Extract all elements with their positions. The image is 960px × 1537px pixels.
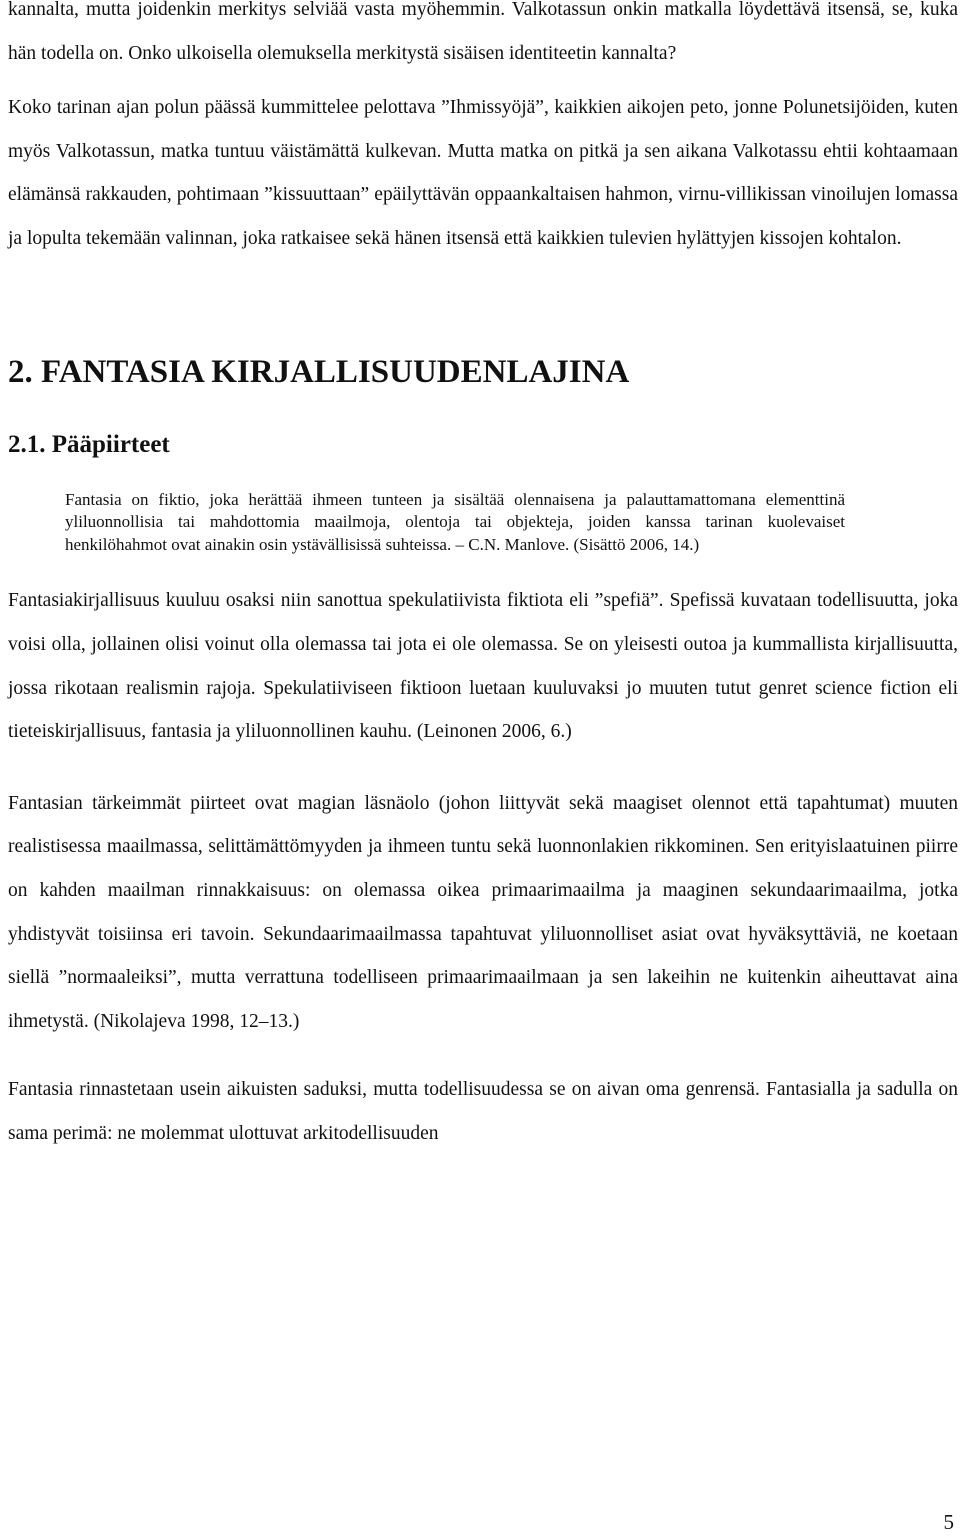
section-heading: 2.1. Pääpiirteet [8,430,170,458]
block-quote: Fantasia on fiktio, joka herättää ihmeen tunteen ja sisältää olennaisena ja palauttamattomana elementtinä yliluonnollisia tai mahdottomia maailmoja, olentoja tai objekteja, joiden kanssa tarinan kuolevaiset henkilöhahmot ovat ainakin osin ystävällisissä suhteissa. – C.N. Manlove. (Sisättö 2006, 14.) [65,489,845,554]
paragraph-fairytale: Fantasia rinnastetaan usein aikuisten saduksi, mutta todellisuudessa se on aivan oma genrensä. Fantasialla ja sadulla on sama perimä: ne molemmat ulottuvat arkitodellisuuden [8,1079,958,1144]
page-number: 5 [943,1510,954,1534]
document-page [8,0,958,1155]
paragraph-spefi: Fantasiakirjallisuus kuuluu osaksi niin sanottua spekulatiivista fiktiota eli ”spefiä”. Spefissä kuvataan todellisuutta, joka voisi olla, jollainen olisi voinut olla olemassa tai jota ei ole olemassa. Se on yleisesti outoa ja kummallista kirjallisuutta, jossa rikotaan realismin rajoja. Spekulatiiviseen fiktioon luetaan kuuluvaksi jo muuten tutut genret science fiction eli tieteiskirjallisuus, fantasia ja yliluonnollinen kauhu. (Leinonen 2006, 6.) [8,590,958,743]
paragraph-story: Koko tarinan ajan polun päässä kummittelee pelottava ”Ihmissyöjä”, kaikkien aikojen peto, jonne Polunetsijöiden, kuten myös Valkotassun, matka tuntuu väistämättä kulkevan. Mutta matka on pitkä ja sen aikana Valkotassu ehtii kohtaamaan elämänsä rakkauden, pohtimaan ”kissuuttaan” epäilyttävän oppaankaltaisen hahmon, virnu-villikissan vinoilujen lomassa ja lopulta tekemään valinnan, joka ratkaisee sekä hänen itsensä että kaikkien tulevien hylättyjen kissojen kohtalon. [8,97,958,249]
chapter-heading: 2. FANTASIA KIRJALLISUUDENLAJINA [8,353,630,390]
paragraph-features: Fantasian tärkeimmät piirteet ovat magian läsnäolo (johon liittyvät sekä maagiset olennot että tapahtumat) muuten realistisessa maailmassa, selittämättömyyden ja ihmeen tuntu sekä luonnonlakien rikkominen. Sen erityislaatuinen piirre on kahden maailman rinnakkaisuus: on olemassa oikea primaarimaailma ja maaginen sekundaarimaailma, jotka yhdistyvät toisiinsa eri tavoin. Sekundaarimaailmassa tapahtuvat yliluonnolliset asiat ovat hyväksyttäviä, ne koetaan siellä ”normaaleiksi”, mutta verrattuna todelliseen primaarimaailmaan ja sen lakeihin ne kuitenkin aiheuttavat aina ihmetystä. (Nikolajeva 1998, 12–13.) [8,792,958,1032]
paragraph-intro: kannalta, mutta joidenkin merkitys selviää vasta myöhemmin. Valkotassun onkin matkalla löydettävä itsensä, se, kuka hän todella on. Onko ulkoisella olemuksella merkitystä sisäisen identiteetin kannalta? [8,0,958,64]
